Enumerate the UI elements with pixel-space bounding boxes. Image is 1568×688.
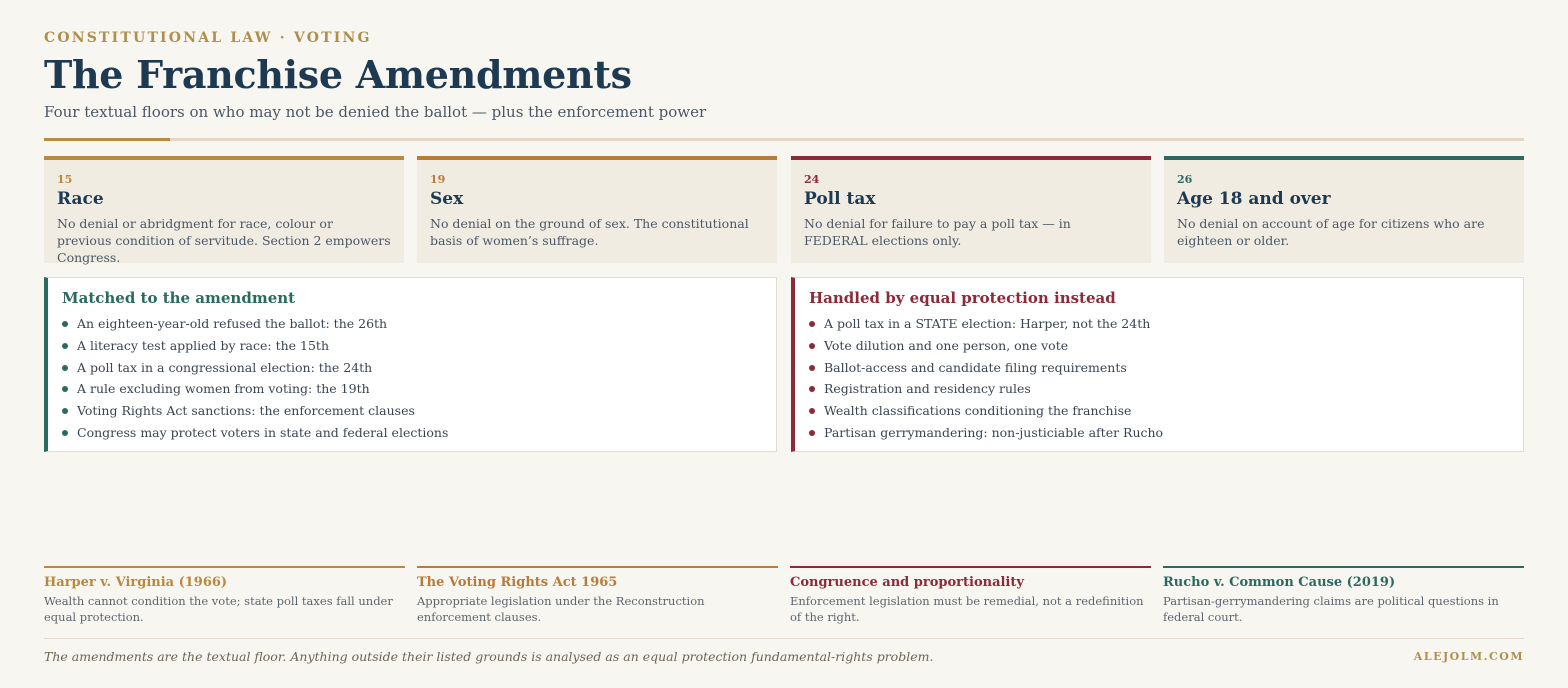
list-item-text: An eighteen-year-old refused the ballot: the 26th <box>77 316 388 331</box>
reference-congruence <box>790 566 1151 625</box>
amendment-card-24 <box>791 156 1151 263</box>
reference-title: Rucho v. Common Cause (2019) <box>1163 575 1396 590</box>
bullet-icon <box>809 321 815 327</box>
classification-panels <box>44 277 1524 452</box>
reference-title: Congruence and proportionality <box>790 575 1024 590</box>
amendment-description: No denial on account of age for citizens who are eighteen or older. <box>1177 216 1485 248</box>
list-item <box>809 400 1509 422</box>
matched-list <box>62 313 762 444</box>
reference-description: Wealth cannot condition the vote; state poll taxes fall under equal protection. <box>44 594 393 624</box>
list-item-text: Congress may protect voters in state and federal elections <box>77 424 449 440</box>
reference-description: Partisan-gerrymandering claims are political questions in federal court. <box>1163 594 1499 624</box>
amendment-number: 26 <box>1177 173 1193 186</box>
list-item <box>809 335 1509 357</box>
bullet-icon <box>809 343 815 349</box>
matched-panel-title: Matched to the amendment <box>62 289 296 307</box>
footer-divider <box>44 638 1524 639</box>
amendment-title: Age 18 and over <box>1177 189 1331 209</box>
amendment-card-15 <box>44 156 404 263</box>
reference-harper <box>44 566 405 625</box>
bullet-icon <box>62 343 68 349</box>
list-item-text: Ballot-access and candidate filing requirements <box>824 359 1127 375</box>
bullet-icon <box>62 386 68 392</box>
list-item-text: Partisan gerrymandering: non-justiciable after Rucho <box>824 424 1164 440</box>
amendment-title: Race <box>57 189 104 209</box>
amendment-card-19 <box>417 156 777 263</box>
page-subtitle: Four textual floors on who may not be denied the ballot — plus the enforcement power <box>44 103 707 121</box>
list-item-text: A poll tax in a STATE election: Harper, not the 24th <box>824 316 1151 331</box>
list-item-text: A poll tax in a congressional election: the 24th <box>77 359 373 375</box>
list-item <box>809 422 1509 444</box>
list-item <box>62 422 762 444</box>
amendment-title: Poll tax <box>804 189 876 209</box>
header-divider <box>44 138 1524 141</box>
list-item <box>809 313 1509 335</box>
header-divider-accent <box>44 138 170 141</box>
bullet-icon <box>809 365 815 371</box>
list-item-text: A literacy test applied by race: the 15th <box>77 337 330 353</box>
amendment-cards <box>44 156 1524 263</box>
amendment-description: No denial or abridgment for race, colour or previous condition of servitude. Section 2 empowers Congress. <box>57 216 391 265</box>
amendment-title: Sex <box>430 189 464 209</box>
list-item-text: Voting Rights Act sanctions: the enforcement clauses <box>77 403 415 419</box>
amendment-card-26 <box>1164 156 1524 263</box>
site-brand-link[interactable]: ALEJOLM.COM <box>1413 650 1524 663</box>
reference-vra <box>417 566 778 625</box>
list-item-text: Registration and residency rules <box>824 381 1031 397</box>
list-item-text: Vote dilution and one person, one vote <box>824 337 1069 353</box>
amendment-number: 15 <box>57 173 73 186</box>
bullet-icon <box>62 321 68 327</box>
page-kicker: CONSTITUTIONAL LAW · VOTING <box>44 30 372 46</box>
footer-note: The amendments are the textual floor. Anything outside their listed grounds is analysed as an equal protection fundamental-rights problem. <box>44 649 934 664</box>
bullet-icon <box>62 365 68 371</box>
bullet-icon <box>62 408 68 414</box>
list-item <box>62 313 762 335</box>
amendment-description: No denial on the ground of sex. The constitutional basis of women’s suffrage. <box>430 216 749 248</box>
amendment-number: 19 <box>430 173 446 186</box>
list-item <box>62 378 762 400</box>
list-item <box>62 400 762 422</box>
equal-protection-panel-title: Handled by equal protection instead <box>809 289 1116 307</box>
equal-protection-list <box>809 313 1509 444</box>
list-item-text: A rule excluding women from voting: the 19th <box>77 381 370 397</box>
reference-rucho <box>1163 566 1524 625</box>
list-item-text: Wealth classifications conditioning the franchise <box>824 403 1132 419</box>
amendment-number: 24 <box>804 173 820 186</box>
list-item <box>809 357 1509 379</box>
bullet-icon <box>809 408 815 414</box>
matched-panel <box>44 277 777 452</box>
equal-protection-panel <box>791 277 1524 452</box>
reference-title: Harper v. Virginia (1966) <box>44 575 228 590</box>
list-item <box>62 335 762 357</box>
list-item <box>809 378 1509 400</box>
bullet-icon <box>62 430 68 436</box>
case-references <box>44 566 1524 626</box>
bullet-icon <box>809 430 815 436</box>
list-item <box>62 357 762 379</box>
reference-description: Appropriate legislation under the Reconstruction enforcement clauses. <box>417 594 705 624</box>
reference-description: Enforcement legislation must be remedial, not a redefinition of the right. <box>790 594 1144 624</box>
page-title: The Franchise Amendments <box>44 52 632 97</box>
reference-title: The Voting Rights Act 1965 <box>417 575 618 590</box>
bullet-icon <box>809 386 815 392</box>
amendment-description: No denial for failure to pay a poll tax — in FEDERAL elections only. <box>804 216 1071 248</box>
